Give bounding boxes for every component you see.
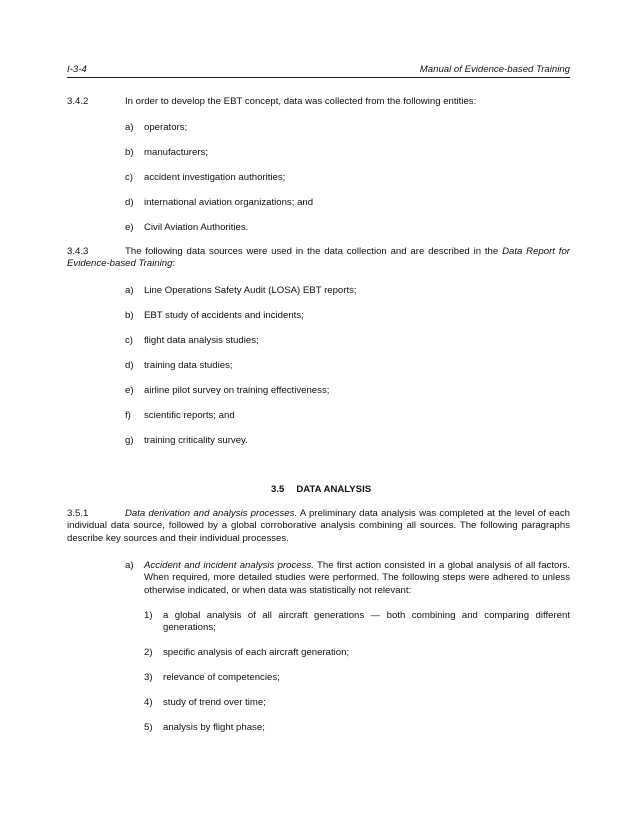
list-item: scientific reports; and: [144, 410, 235, 421]
paragraph-number-3-4-2: 3.4.2: [67, 96, 89, 107]
step-label: 4): [144, 697, 153, 708]
step-item: analysis by flight phase;: [163, 722, 265, 733]
paragraph-3-5-1: [67, 508, 570, 545]
paragraph-3-5-1-heading: Data derivation and analysis processes.: [125, 508, 298, 519]
paragraph-3-4-2-text: In order to develop the EBT concept, data was collected from the following entities:: [125, 96, 477, 107]
list-label: d): [125, 197, 134, 208]
step-item: a global analysis of all aircraft generations — both combining and comparing different generations;: [163, 610, 570, 634]
paragraph-number-3-4-3: 3.4.3: [67, 246, 89, 257]
paragraph-number-3-5-1: 3.5.1: [67, 508, 89, 519]
paragraph-3-4-3: [67, 246, 570, 271]
list-label: c): [125, 172, 133, 183]
step-label: 2): [144, 647, 153, 658]
list-label: a): [125, 285, 134, 296]
step-item: study of trend over time;: [163, 697, 266, 708]
page-header: [67, 64, 570, 76]
list-item: EBT study of accidents and incidents;: [144, 310, 304, 321]
list-item: Line Operations Safety Audit (LOSA) EBT reports;: [144, 285, 357, 296]
list-label: e): [125, 385, 134, 396]
list-item: international aviation organizations; and: [144, 197, 314, 208]
list-label: g): [125, 435, 134, 446]
accident-analysis-heading: Accident and incident analysis process.: [144, 560, 314, 571]
list-label: a): [125, 122, 134, 133]
list-label: b): [125, 310, 134, 321]
list-label: f): [125, 410, 131, 421]
list-label: c): [125, 335, 133, 346]
page-number: I-3-4: [67, 64, 87, 75]
list-label: d): [125, 360, 134, 371]
referenced-document-title: Data Report for Evidence-based Training: [67, 246, 570, 270]
list-item: operators;: [144, 122, 188, 133]
list-label: a): [125, 560, 134, 571]
header-rule: [67, 77, 570, 78]
accident-analysis-paragraph: [144, 560, 570, 597]
step-label: 5): [144, 722, 153, 733]
paragraph-3-4-3-punct: :: [172, 258, 176, 270]
document-title: Manual of Evidence-based Training: [419, 64, 570, 75]
paragraph-3-5-1-text: A preliminary data analysis was completed at the level of each individual data source, followed by a global corroborative analysis combining all sources. The following paragraphs describe key sources and their individual processes.: [67, 508, 570, 544]
list-item: flight data analysis studies;: [144, 335, 259, 346]
section-heading: [271, 484, 371, 496]
list-label: e): [125, 222, 134, 233]
accident-analysis-text: The first action consisted in a global analysis of all factors. When required, more detailed studies were performed. The following steps were adhered to unless otherwise indicated, or when data was statistically not relevant:: [144, 560, 571, 596]
list-item: airline pilot survey on training effectiveness;: [144, 385, 330, 396]
list-item: training criticality survey.: [144, 435, 248, 446]
list-item: manufacturers;: [144, 147, 208, 158]
list-item: training data studies;: [144, 360, 233, 371]
step-label: 3): [144, 672, 153, 683]
list-item: Civil Aviation Authorities.: [144, 222, 249, 233]
list-item: accident investigation authorities;: [144, 172, 286, 183]
step-item: specific analysis of each aircraft generation;: [163, 647, 350, 658]
paragraph-3-4-3-text: The following data sources were used in the data collection and are described in the: [125, 246, 503, 257]
section-number: 3.5: [271, 484, 285, 495]
section-title: DATA ANALYSIS: [296, 484, 372, 495]
step-item: relevance of competencies;: [163, 672, 280, 683]
list-label: b): [125, 147, 134, 158]
step-label: 1): [144, 610, 153, 621]
